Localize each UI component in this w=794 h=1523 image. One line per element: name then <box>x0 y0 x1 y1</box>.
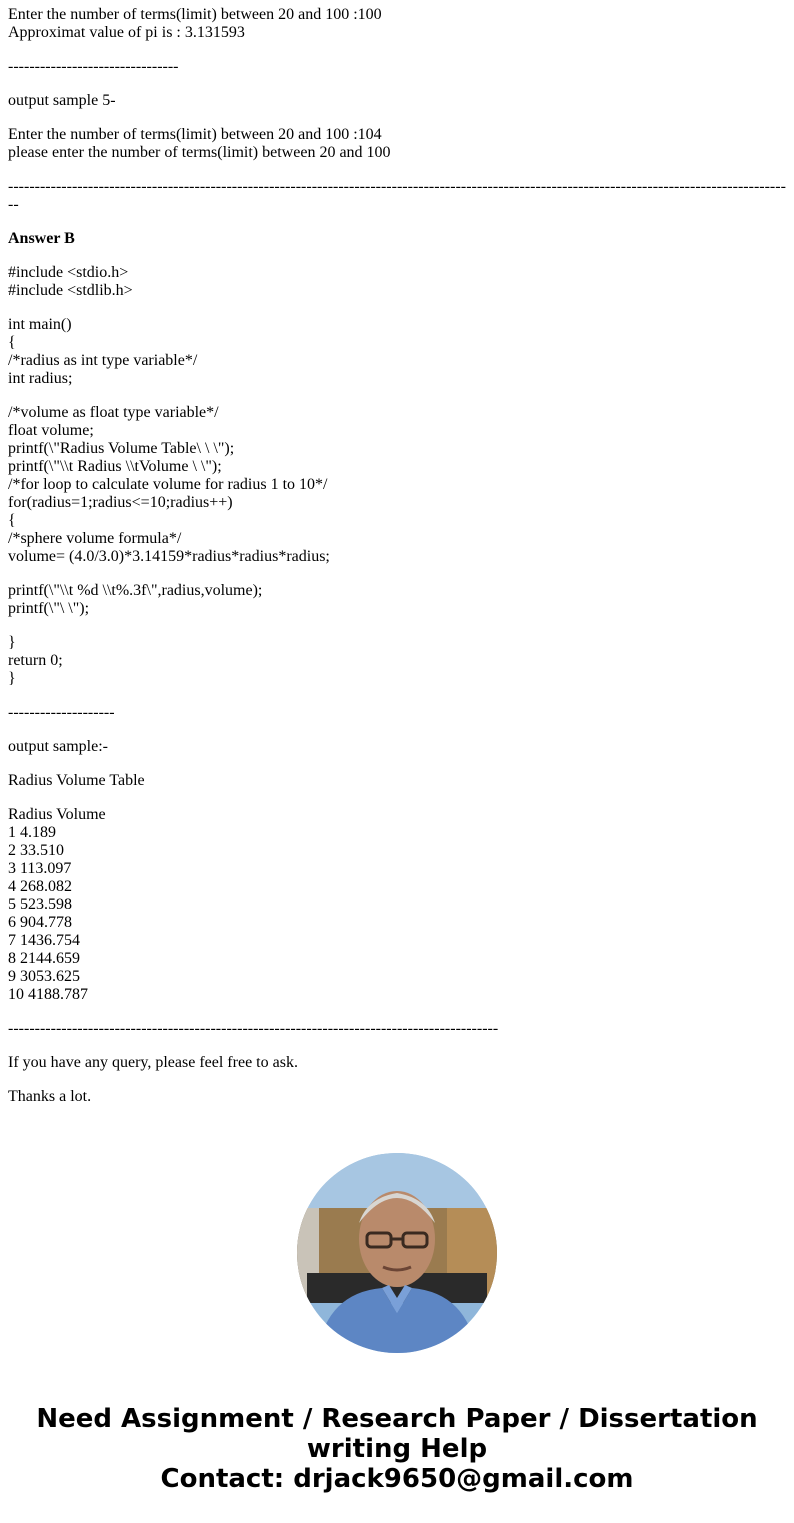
code-line: return 0; <box>8 652 63 669</box>
sample5-label <box>8 92 786 110</box>
title-text: Radius Volume Table <box>8 772 145 789</box>
code-line: printf(\"\\t %d \\t%.3f\",radius,volume); <box>8 582 263 599</box>
code-line: /*radius as int type variable*/ <box>8 352 198 369</box>
code-line: { <box>8 512 16 529</box>
table-row: 10 4188.787 <box>8 986 88 1003</box>
text-line: please enter the number of terms(limit) between 20 and 100 <box>8 144 391 161</box>
includes-block <box>8 264 786 300</box>
table-row: 5 523.598 <box>8 896 72 913</box>
code-line: #include <stdlib.h> <box>8 282 133 299</box>
divider-text: -------------------------------- <box>8 58 179 75</box>
banner-line: Need Assignment / Research Paper / Dissertation <box>36 1404 758 1434</box>
code-line: for(radius=1;radius<=10;radius++) <box>8 494 233 511</box>
table-row: 4 268.082 <box>8 878 72 895</box>
table-title <box>8 772 786 790</box>
volume-block <box>8 404 786 566</box>
code-line: } <box>8 634 16 651</box>
code-line: /*for loop to calculate volume for radius 1 to 10*/ <box>8 476 328 493</box>
code-line: volume= (4.0/3.0)*3.14159*radius*radius*radius; <box>8 548 330 565</box>
table-header: Radius Volume <box>8 806 106 823</box>
table-row: 3 113.097 <box>8 860 72 877</box>
closing-block <box>8 634 786 688</box>
divider-text: ---------------------------------------------------------------------------------------------------------------------------------------------------- <box>8 178 786 213</box>
code-line: int main() <box>8 316 72 333</box>
pi-output-block <box>8 6 786 42</box>
code-line: /*volume as float type variable*/ <box>8 404 219 421</box>
main-block <box>8 316 786 388</box>
code-line: { <box>8 334 16 351</box>
paragraph-text: If you have any query, please feel free to ask. <box>8 1054 298 1071</box>
table-row: 8 2144.659 <box>8 950 80 967</box>
table-row: 9 3053.625 <box>8 968 80 985</box>
document-body <box>8 6 786 1122</box>
query-paragraph <box>8 1054 786 1072</box>
sample5-block <box>8 126 786 162</box>
code-line: } <box>8 670 16 687</box>
divider-long <box>8 178 786 214</box>
code-line: int radius; <box>8 370 73 387</box>
code-line: /*sphere volume formula*/ <box>8 530 182 547</box>
divider <box>8 1020 786 1038</box>
heading-text: Answer B <box>8 230 75 247</box>
volume-table <box>8 806 786 1004</box>
answer-heading <box>8 230 786 248</box>
code-line: float volume; <box>8 422 94 439</box>
thanks-paragraph <box>8 1088 786 1106</box>
output-label <box>8 738 786 756</box>
code-line: #include <stdio.h> <box>8 264 129 281</box>
label-text: output sample:- <box>8 738 108 755</box>
code-line: printf(\"\\t Radius \\tVolume \ \"); <box>8 458 222 475</box>
text-line: Approximat value of pi is : 3.131593 <box>8 24 245 41</box>
contact-email: Contact: drjack9650@gmail.com <box>160 1464 634 1494</box>
divider <box>8 58 786 76</box>
contact-banner <box>0 1404 794 1494</box>
code-line: printf(\"Radius Volume Table\ \ \"); <box>8 440 235 457</box>
label-text: output sample 5- <box>8 92 116 109</box>
banner-line: writing Help <box>306 1434 488 1464</box>
paragraph-text: Thanks a lot. <box>8 1088 92 1105</box>
table-row: 7 1436.754 <box>8 932 80 949</box>
portrait-image <box>297 1153 497 1353</box>
table-row: 1 4.189 <box>8 824 56 841</box>
table-row: 6 904.778 <box>8 914 72 931</box>
divider-text: -------------------- <box>8 704 115 721</box>
divider-text: -------------------------------------------------------------------------------------------- <box>8 1020 499 1037</box>
printf-block <box>8 582 786 618</box>
table-row: 2 33.510 <box>8 842 64 859</box>
text-line: Enter the number of terms(limit) between 20 and 100 :100 <box>8 6 382 23</box>
code-line: printf(\"\ \"); <box>8 600 90 617</box>
avatar <box>297 1153 497 1353</box>
text-line: Enter the number of terms(limit) between 20 and 100 :104 <box>8 126 382 143</box>
divider <box>8 704 786 722</box>
